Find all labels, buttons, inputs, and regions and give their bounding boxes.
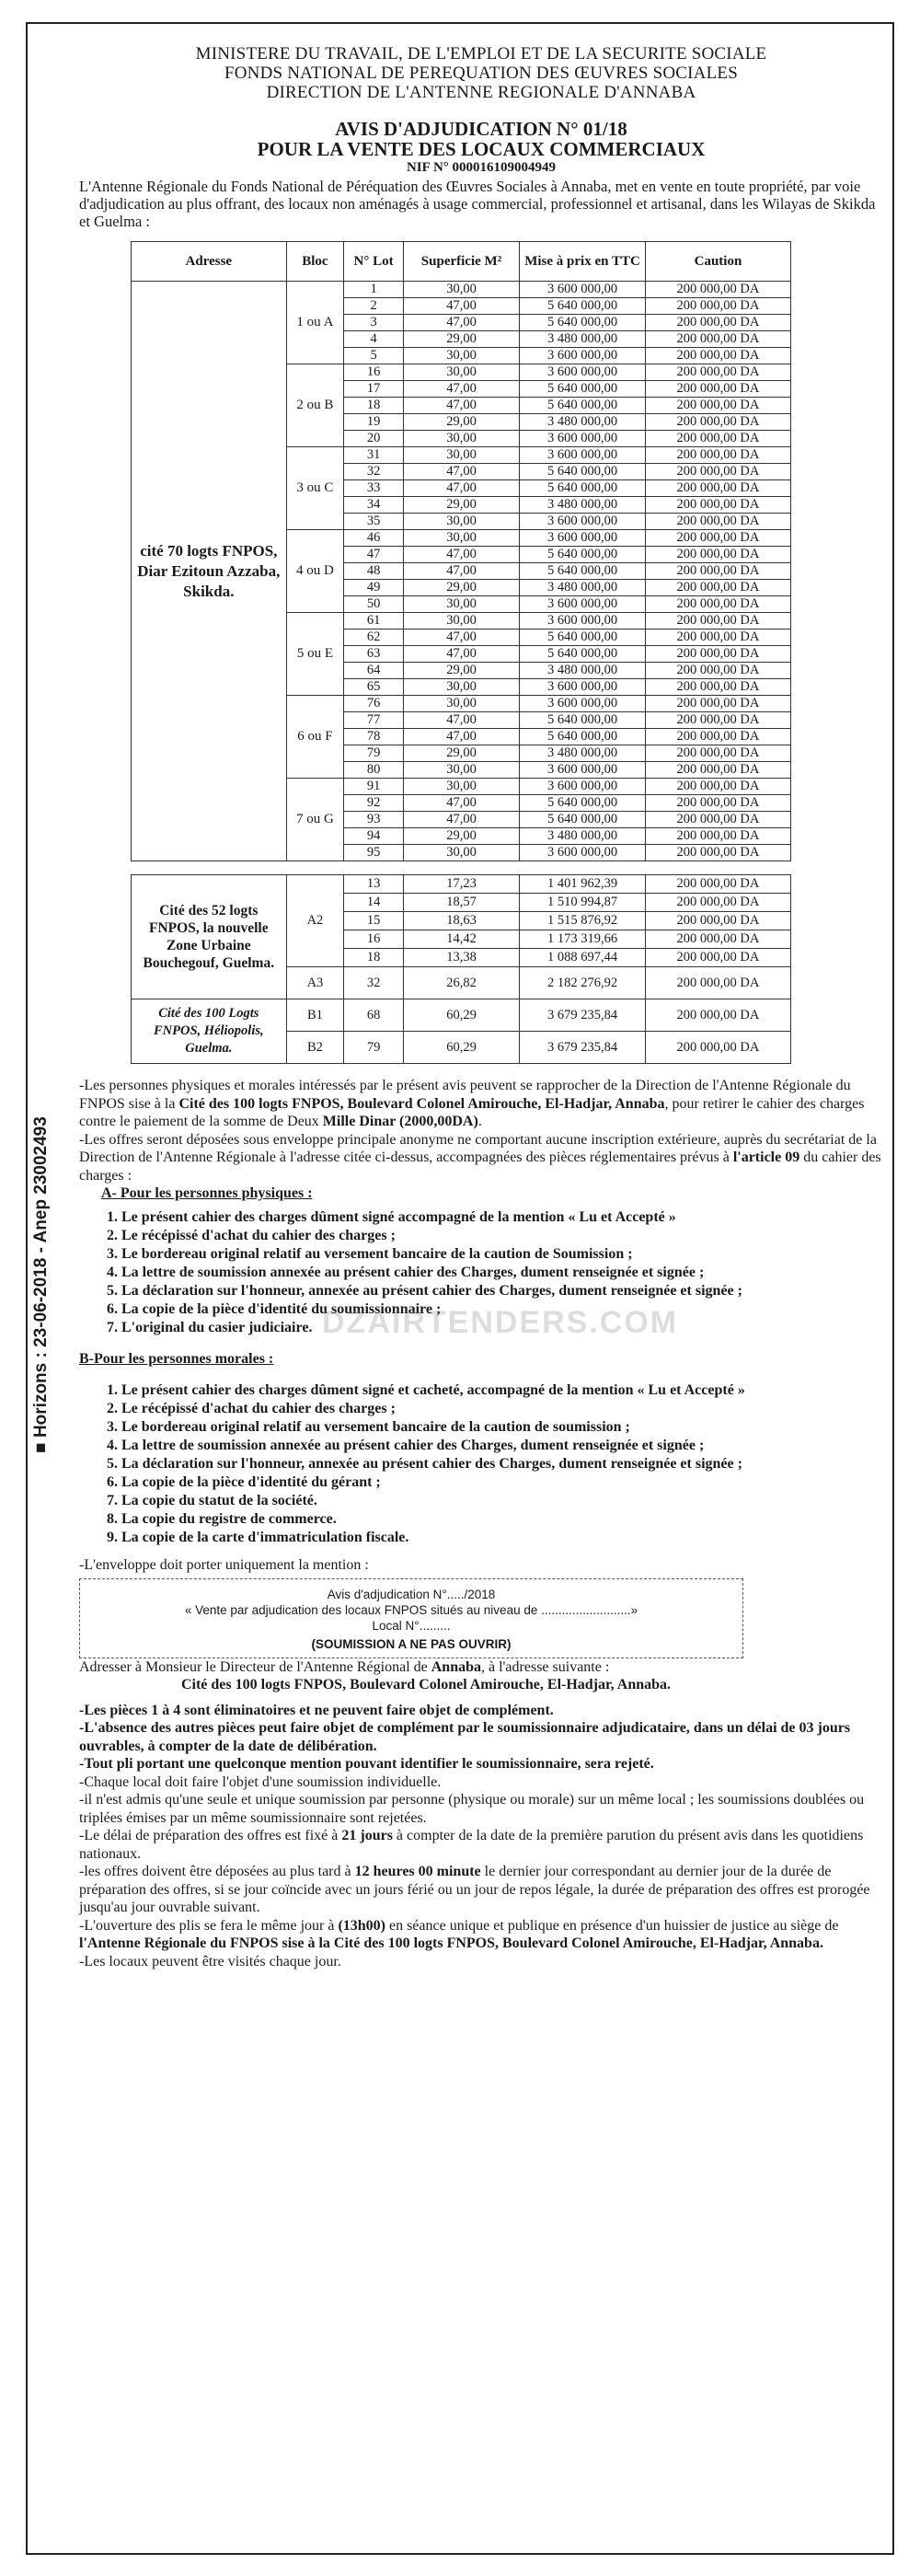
caution-cell: 200 000,00 DA xyxy=(645,298,790,315)
para-retrait: -Les personnes physiques et morales intéressés par le présent avis peuvent se rapprocher de la Direction de l'Antenne Régionale du FNPOS sise à la Cité des 100 logts FNPOS, Boulevard Colonel Amirouche, El-Hadjar, Annaba, pour retirer le cahier des charges contre le paiement de la somme de Deux Mille Dinar (2000,00DA). xyxy=(79,1078,865,1129)
lot-cell: 35 xyxy=(344,514,404,530)
list-item: 3. Le bordereau original relatif au versement bancaire de la caution de Soumission ; xyxy=(121,1245,883,1264)
lot-cell: 32 xyxy=(344,464,404,480)
lot-cell: 32 xyxy=(344,967,404,999)
lot-cell: 50 xyxy=(344,596,404,613)
superficie-cell: 30,00 xyxy=(403,431,519,447)
lot-cell: 19 xyxy=(344,414,404,431)
list-morales xyxy=(79,1381,883,1547)
prix-cell: 5 640 000,00 xyxy=(520,563,646,580)
address-line: Adresser à Monsieur le Directeur de l'Antenne Régional de Annaba, à l'adresse suivante : xyxy=(79,1658,610,1675)
superficie-cell: 29,00 xyxy=(403,414,519,431)
document-frame xyxy=(26,22,894,2555)
prix-cell: 1 515 876,92 xyxy=(520,912,646,930)
lot-cell: 68 xyxy=(344,999,404,1032)
lot-cell: 13 xyxy=(344,875,404,894)
caution-cell: 200 000,00 DA xyxy=(645,580,790,596)
superficie-cell: 29,00 xyxy=(403,580,519,596)
caution-cell: 200 000,00 DA xyxy=(645,1032,790,1064)
lot-cell: 16 xyxy=(344,364,404,381)
prix-cell: 5 640 000,00 xyxy=(520,298,646,315)
prix-cell: 5 640 000,00 xyxy=(520,315,646,331)
superficie-cell: 47,00 xyxy=(403,646,519,663)
prix-cell: 5 640 000,00 xyxy=(520,630,646,646)
superficie-cell: 14,42 xyxy=(403,930,519,949)
lot-cell: 78 xyxy=(344,729,404,745)
superficie-cell: 47,00 xyxy=(403,712,519,729)
address-cell: cité 70 logts FNPOS, Diar Ezitoun Azzaba, Skikda. xyxy=(132,282,287,861)
superficie-cell: 47,00 xyxy=(403,398,519,414)
prix-cell: 5 640 000,00 xyxy=(520,464,646,480)
prix-cell: 5 640 000,00 xyxy=(520,712,646,729)
prix-cell: 3 480 000,00 xyxy=(520,663,646,679)
lot-cell: 17 xyxy=(344,381,404,398)
lot-cell: 31 xyxy=(344,447,404,464)
bloc-cell: B2 xyxy=(286,1032,344,1064)
prix-cell: 2 182 276,92 xyxy=(520,967,646,999)
prix-cell: 5 640 000,00 xyxy=(520,646,646,663)
lot-cell: 91 xyxy=(344,779,404,795)
superficie-cell: 47,00 xyxy=(403,315,519,331)
note-3: -Le délai de préparation des offres est fixé à 21 jours à compter de la date de la première parution du présent avis dans les quotidiens nationaux. xyxy=(79,1828,864,1862)
prix-cell: 3 480 000,00 xyxy=(520,497,646,514)
prix-cell: 3 600 000,00 xyxy=(520,613,646,630)
prix-cell: 5 640 000,00 xyxy=(520,398,646,414)
document-content xyxy=(79,44,883,1970)
caution-cell: 200 000,00 DA xyxy=(645,967,790,999)
bloc-cell: A2 xyxy=(286,875,344,967)
superficie-cell: 29,00 xyxy=(403,828,519,845)
prix-cell: 3 480 000,00 xyxy=(520,745,646,762)
prix-cell: 5 640 000,00 xyxy=(520,480,646,497)
bloc-cell: 7 ou G xyxy=(286,779,344,861)
prix-cell: 3 600 000,00 xyxy=(520,282,646,298)
prix-cell: 3 600 000,00 xyxy=(520,364,646,381)
superficie-cell: 47,00 xyxy=(403,381,519,398)
bloc-cell: 5 ou E xyxy=(286,613,344,696)
prix-cell: 3 600 000,00 xyxy=(520,514,646,530)
envelope-mention-box xyxy=(79,1578,743,1658)
caution-cell: 200 000,00 DA xyxy=(645,282,790,298)
caution-cell: 200 000,00 DA xyxy=(645,630,790,646)
superficie-cell: 30,00 xyxy=(403,779,519,795)
superficie-cell: 29,00 xyxy=(403,745,519,762)
prix-cell: 1 401 962,39 xyxy=(520,875,646,894)
bloc-cell: A3 xyxy=(286,967,344,999)
prix-cell: 3 600 000,00 xyxy=(520,762,646,779)
lot-cell: 18 xyxy=(344,949,404,967)
prix-cell: 3 600 000,00 xyxy=(520,447,646,464)
superficie-cell: 30,00 xyxy=(403,762,519,779)
list-item: 7. L'original du casier judiciaire. xyxy=(121,1319,883,1337)
header-ministry: MINISTERE DU TRAVAIL, DE L'EMPLOI ET DE LA SECURITE SOCIALE xyxy=(195,44,767,64)
lot-cell: 49 xyxy=(344,580,404,596)
prix-cell: 1 088 697,44 xyxy=(520,949,646,967)
superficie-cell: 30,00 xyxy=(403,679,519,696)
caution-cell: 200 000,00 DA xyxy=(645,762,790,779)
prix-cell: 3 480 000,00 xyxy=(520,414,646,431)
superficie-cell: 30,00 xyxy=(403,364,519,381)
address-full: Cité des 100 logts FNPOS, Boulevard Colonel Amirouche, El-Hadjar, Annaba. xyxy=(180,1677,672,1692)
watermark: DZAIRTENDERS.COM xyxy=(322,1305,679,1340)
superficie-cell: 30,00 xyxy=(403,613,519,630)
conditions xyxy=(79,1077,883,1970)
list-item: 5. La déclaration sur l'honneur, annexée au présent cahier des Charges, dument renseignée et signée ; xyxy=(121,1282,883,1300)
list-item: 7. La copie du statut de la société. xyxy=(121,1492,883,1510)
lot-cell: 92 xyxy=(344,795,404,812)
prix-cell: 3 480 000,00 xyxy=(520,331,646,348)
header xyxy=(79,44,883,102)
lots-table-skikda xyxy=(131,241,791,861)
column-header: Superficie M² xyxy=(403,242,519,282)
note-4: -les offres doivent être déposées au plus tard à 12 heures 00 minute le dernier jour correspondant au dernier jour de la durée de préparation des offres, si se jour coïncide avec un jours férié ou un jour de repos légale, la durée de préparation des offres est prorogée jusqu'au jour ouvrable suivant. xyxy=(79,1864,870,1915)
caution-cell: 200 000,00 DA xyxy=(645,563,790,580)
lot-cell: 77 xyxy=(344,712,404,729)
caution-cell: 200 000,00 DA xyxy=(645,398,790,414)
lot-cell: 79 xyxy=(344,745,404,762)
superficie-cell: 13,38 xyxy=(403,949,519,967)
lot-cell: 2 xyxy=(344,298,404,315)
lot-cell: 95 xyxy=(344,845,404,861)
prix-cell: 1 510 994,87 xyxy=(520,894,646,912)
superficie-cell: 29,00 xyxy=(403,497,519,514)
box-line4: (SOUMISSION A NE PAS OUVRIR) xyxy=(311,1636,512,1651)
caution-cell: 200 000,00 DA xyxy=(645,547,790,563)
lot-cell: 93 xyxy=(344,812,404,828)
caution-cell: 200 000,00 DA xyxy=(645,930,790,949)
prix-cell: 5 640 000,00 xyxy=(520,381,646,398)
lot-cell: 1 xyxy=(344,282,404,298)
caution-cell: 200 000,00 DA xyxy=(645,530,790,547)
list-item: 4. La lettre de soumission annexée au présent cahier des Charges, dument renseignée et signée ; xyxy=(121,1264,883,1282)
list-item: 9. La copie de la carte d'immatriculation fiscale. xyxy=(121,1529,883,1547)
table-header-row xyxy=(132,242,791,282)
lot-cell: 33 xyxy=(344,480,404,497)
bloc-cell: 6 ou F xyxy=(286,696,344,779)
lot-cell: 4 xyxy=(344,331,404,348)
prix-cell: 5 640 000,00 xyxy=(520,812,646,828)
caution-cell: 200 000,00 DA xyxy=(645,875,790,894)
list-item: 4. La lettre de soumission annexée au présent cahier des Charges, dument renseignée et signée ; xyxy=(121,1437,883,1455)
superficie-cell: 47,00 xyxy=(403,298,519,315)
superficie-cell: 47,00 xyxy=(403,795,519,812)
lot-cell: 61 xyxy=(344,613,404,630)
caution-cell: 200 000,00 DA xyxy=(645,679,790,696)
lot-cell: 16 xyxy=(344,930,404,949)
column-header: Bloc xyxy=(286,242,344,282)
caution-cell: 200 000,00 DA xyxy=(645,613,790,630)
caution-cell: 200 000,00 DA xyxy=(645,779,790,795)
prix-cell: 3 600 000,00 xyxy=(520,696,646,712)
bloc-cell: 3 ou C xyxy=(286,447,344,530)
column-header: Caution xyxy=(645,242,790,282)
list-item: 3. Le bordereau original relatif au versement bancaire de la caution de soumission ; xyxy=(121,1418,883,1437)
lot-cell: 80 xyxy=(344,762,404,779)
prix-cell: 3 679 235,84 xyxy=(520,999,646,1032)
rule-2: -L'absence des autres pièces peut faire objet de complément par le soumissionnaire adjudicataire, dans un délai de 03 jours ouvrables, à compter de la date de délibération. xyxy=(79,1720,851,1754)
prix-cell: 3 600 000,00 xyxy=(520,530,646,547)
superficie-cell: 30,00 xyxy=(403,696,519,712)
superficie-cell: 47,00 xyxy=(403,630,519,646)
caution-cell: 200 000,00 DA xyxy=(645,894,790,912)
note-5: -L'ouverture des plis se fera le même jour à (13h00) en séance unique et publique en présence d'un huissier de justice au siège de l'Antenne Régionale du FNPOS sise à la Cité des 100 logts FNPOS, Boulevard Colonel Amirouche, El-Hadjar, Annaba. xyxy=(79,1917,839,1951)
header-direction: DIRECTION DE L'ANTENNE REGIONALE D'ANNABA xyxy=(266,83,696,102)
section-physiques: A- Pour les personnes physiques : xyxy=(101,1185,313,1201)
superficie-cell: 29,00 xyxy=(403,663,519,679)
publication-info: ■ Horizons : 23-06-2018 - Anep 23002493 xyxy=(31,1116,51,1453)
caution-cell: 200 000,00 DA xyxy=(645,431,790,447)
superficie-cell: 18,63 xyxy=(403,912,519,930)
superficie-cell: 30,00 xyxy=(403,447,519,464)
title-line2: POUR LA VENTE DES LOCAUX COMMERCIAUX xyxy=(257,138,706,160)
prix-cell: 3 480 000,00 xyxy=(520,580,646,596)
lot-cell: 94 xyxy=(344,828,404,845)
lot-cell: 46 xyxy=(344,530,404,547)
superficie-cell: 47,00 xyxy=(403,563,519,580)
caution-cell: 200 000,00 DA xyxy=(645,712,790,729)
list-item: 1. Le présent cahier des charges dûment signé et cacheté, accompagné de la mention « Lu et Accepté » xyxy=(121,1381,883,1400)
bloc-cell: 2 ou B xyxy=(286,364,344,447)
caution-cell: 200 000,00 DA xyxy=(645,514,790,530)
envelope-note: -L'enveloppe doit porter uniquement la mention : xyxy=(79,1557,369,1573)
caution-cell: 200 000,00 DA xyxy=(645,795,790,812)
prix-cell: 3 600 000,00 xyxy=(520,845,646,861)
list-item: 5. La déclaration sur l'honneur, annexée au présent cahier des Charges, dument renseignée et signée ; xyxy=(121,1455,883,1473)
lot-cell: 15 xyxy=(344,912,404,930)
caution-cell: 200 000,00 DA xyxy=(645,745,790,762)
column-header: N° Lot xyxy=(344,242,404,282)
caution-cell: 200 000,00 DA xyxy=(645,464,790,480)
caution-cell: 200 000,00 DA xyxy=(645,348,790,364)
lot-cell: 48 xyxy=(344,563,404,580)
prix-cell: 3 480 000,00 xyxy=(520,828,646,845)
superficie-cell: 60,29 xyxy=(403,1032,519,1064)
nif: NIF N° 000016109004949 xyxy=(406,160,557,175)
table-row xyxy=(132,999,791,1032)
superficie-cell: 47,00 xyxy=(403,812,519,828)
prix-cell: 5 640 000,00 xyxy=(520,795,646,812)
list-item: 8. La copie du registre de commerce. xyxy=(121,1510,883,1529)
table-row xyxy=(132,282,791,298)
caution-cell: 200 000,00 DA xyxy=(645,646,790,663)
list-item: 2. Le récépissé d'achat du cahier des charges ; xyxy=(121,1400,883,1418)
caution-cell: 200 000,00 DA xyxy=(645,331,790,348)
lot-cell: 3 xyxy=(344,315,404,331)
superficie-cell: 47,00 xyxy=(403,729,519,745)
lot-cell: 18 xyxy=(344,398,404,414)
prix-cell: 5 640 000,00 xyxy=(520,547,646,563)
superficie-cell: 47,00 xyxy=(403,464,519,480)
superficie-cell: 26,82 xyxy=(403,967,519,999)
lot-cell: 76 xyxy=(344,696,404,712)
superficie-cell: 60,29 xyxy=(403,999,519,1032)
caution-cell: 200 000,00 DA xyxy=(645,999,790,1032)
lot-cell: 34 xyxy=(344,497,404,514)
lot-cell: 64 xyxy=(344,663,404,679)
sidebar-publication xyxy=(28,1027,55,1542)
caution-cell: 200 000,00 DA xyxy=(645,845,790,861)
note-1: -Chaque local doit faire l'objet d'une soumission individuelle. xyxy=(79,1773,442,1790)
superficie-cell: 30,00 xyxy=(403,530,519,547)
caution-cell: 200 000,00 DA xyxy=(645,828,790,845)
list-item: 6. La copie de la pièce d'identité du gérant ; xyxy=(121,1473,883,1492)
caution-cell: 200 000,00 DA xyxy=(645,497,790,514)
rule-1: -Les pièces 1 à 4 sont éliminatoires et ne peuvent faire objet de complément. xyxy=(79,1702,554,1718)
lot-cell: 14 xyxy=(344,894,404,912)
caution-cell: 200 000,00 DA xyxy=(645,596,790,613)
superficie-cell: 30,00 xyxy=(403,282,519,298)
prix-cell: 3 600 000,00 xyxy=(520,431,646,447)
lot-cell: 79 xyxy=(344,1032,404,1064)
caution-cell: 200 000,00 DA xyxy=(645,949,790,967)
bloc-cell: B1 xyxy=(286,999,344,1032)
intro-paragraph: L'Antenne Régionale du Fonds National de Péréquation des Œuvres Sociales à Annaba, met en vente en toute propriété, par voie d'adjudication au plus offrant, des locaux non aménagés à usage commercial, professionnel et artisanal, dans les Wilayas de Skikda et Guelma : xyxy=(79,178,876,230)
para-depot: -Les offres seront déposées sous enveloppe principale anonyme ne comportant aucune inscription extérieure, auprès du secrétariat de la Direction de l'Antenne Régionale à l'adresse citée ci-dessus, accompagnées des pièces réglementaires prévus à l'article 09 du cahier des charges : xyxy=(79,1131,881,1184)
prix-cell: 5 640 000,00 xyxy=(520,729,646,745)
bloc-cell: 1 ou A xyxy=(286,282,344,364)
prix-cell: 3 679 235,84 xyxy=(520,1032,646,1064)
list-item: 2. Le récépissé d'achat du cahier des charges ; xyxy=(121,1227,883,1245)
prix-cell: 3 600 000,00 xyxy=(520,679,646,696)
address-cell: Cité des 52 logts FNPOS, la nouvelle Zone Urbaine Bouchegouf, Guelma. xyxy=(132,875,287,999)
header-fund: FONDS NATIONAL DE PEREQUATION DES ŒUVRES SOCIALES xyxy=(224,64,738,83)
prix-cell: 3 600 000,00 xyxy=(520,779,646,795)
prix-cell: 1 173 319,66 xyxy=(520,930,646,949)
box-line1: Avis d'adjudication N°...../2018 xyxy=(327,1587,496,1601)
bloc-cell: 4 ou D xyxy=(286,530,344,613)
caution-cell: 200 000,00 DA xyxy=(645,812,790,828)
rule-3: -Tout pli portant une quelconque mention pouvant identifier le soumissionnaire, sera rejeté. xyxy=(79,1756,654,1772)
lot-cell: 47 xyxy=(344,547,404,563)
lot-cell: 20 xyxy=(344,431,404,447)
caution-cell: 200 000,00 DA xyxy=(645,480,790,497)
title-line1: AVIS D'ADJUDICATION N° 01/18 xyxy=(335,118,627,140)
table-row xyxy=(132,875,791,894)
caution-cell: 200 000,00 DA xyxy=(645,912,790,930)
caution-cell: 200 000,00 DA xyxy=(645,414,790,431)
section-morales: B-Pour les personnes morales : xyxy=(79,1351,274,1367)
lot-cell: 63 xyxy=(344,646,404,663)
list-item: 1. Le présent cahier des charges dûment signé accompagné de la mention « Lu et Accepté » xyxy=(121,1208,883,1227)
superficie-cell: 47,00 xyxy=(403,547,519,563)
address-cell: Cité des 100 Logts FNPOS, Héliopolis, Guelma. xyxy=(132,999,287,1064)
superficie-cell: 47,00 xyxy=(403,480,519,497)
lot-cell: 62 xyxy=(344,630,404,646)
box-line2: « Vente par adjudication des locaux FNPOS situés au niveau de ..........................» xyxy=(184,1602,638,1617)
prix-cell: 3 600 000,00 xyxy=(520,348,646,364)
superficie-cell: 30,00 xyxy=(403,596,519,613)
column-header: Mise à prix en TTC xyxy=(520,242,646,282)
superficie-cell: 30,00 xyxy=(403,845,519,861)
note-2: -il n'est admis qu'une seule et unique soumission par personne (physique ou morale) sur un même local ; les soumissions doublées ou triplées émises par un même soumissionnaire sont rejetées. xyxy=(79,1792,865,1826)
caution-cell: 200 000,00 DA xyxy=(645,364,790,381)
superficie-cell: 29,00 xyxy=(403,331,519,348)
caution-cell: 200 000,00 DA xyxy=(645,663,790,679)
caution-cell: 200 000,00 DA xyxy=(645,315,790,331)
superficie-cell: 30,00 xyxy=(403,348,519,364)
box-line3: Local N°......... xyxy=(372,1618,451,1633)
notice-title xyxy=(79,119,883,159)
column-header: Adresse xyxy=(132,242,287,282)
superficie-cell: 18,57 xyxy=(403,894,519,912)
prix-cell: 3 600 000,00 xyxy=(520,596,646,613)
caution-cell: 200 000,00 DA xyxy=(645,447,790,464)
lot-cell: 65 xyxy=(344,679,404,696)
superficie-cell: 17,23 xyxy=(403,875,519,894)
caution-cell: 200 000,00 DA xyxy=(645,696,790,712)
caution-cell: 200 000,00 DA xyxy=(645,381,790,398)
note-6: -Les locaux peuvent être visités chaque jour. xyxy=(79,1953,341,1970)
lot-cell: 5 xyxy=(344,348,404,364)
lots-table-guelma xyxy=(131,874,791,1064)
superficie-cell: 30,00 xyxy=(403,514,519,530)
caution-cell: 200 000,00 DA xyxy=(645,729,790,745)
list-item: 6. La copie de la pièce d'identité du soumissionnaire ; xyxy=(121,1300,883,1319)
